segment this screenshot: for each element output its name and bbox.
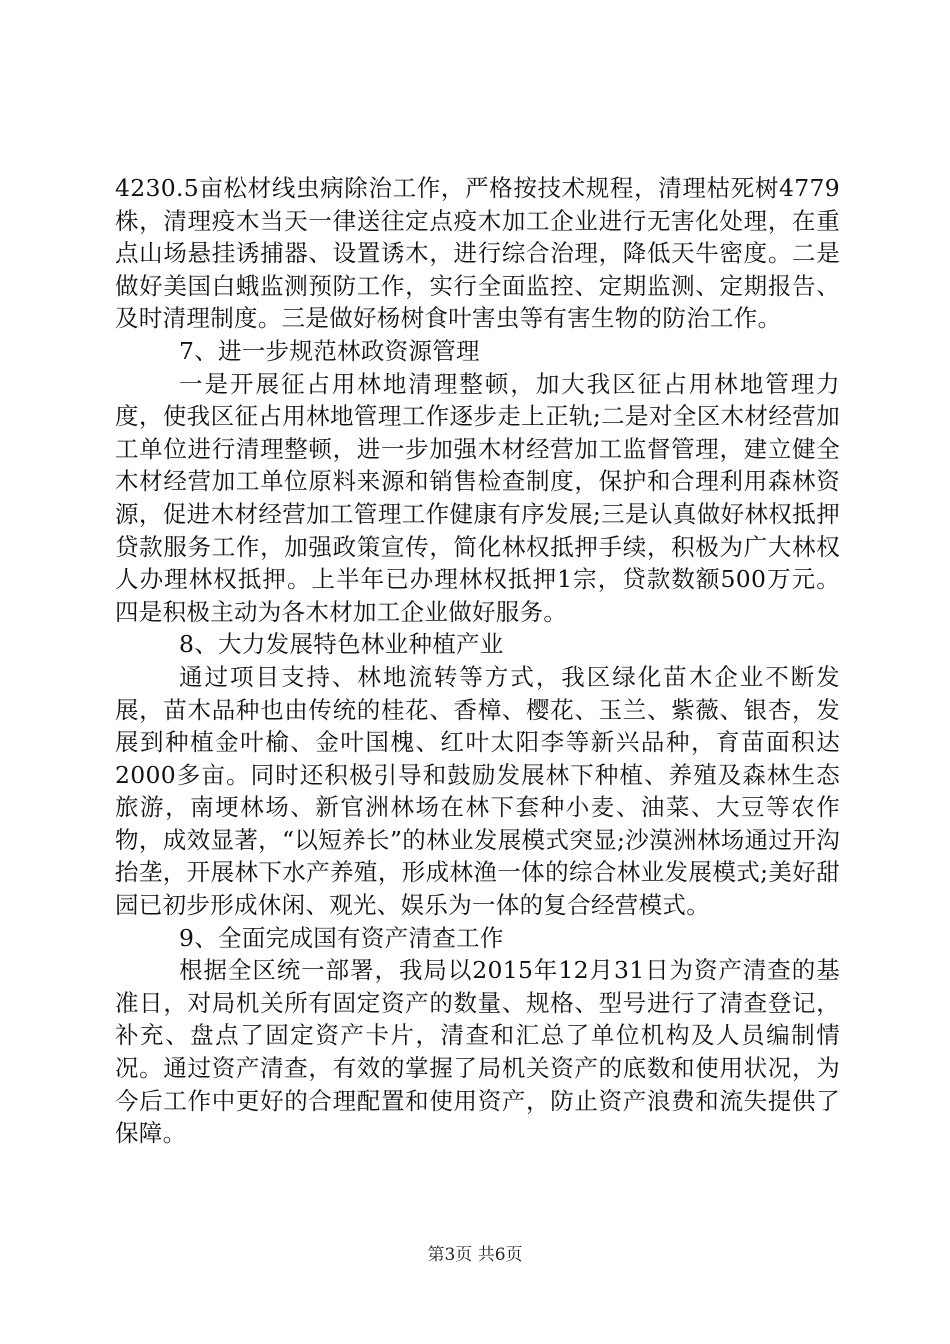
section-heading-9: 9、全面完成国有资产清查工作 [179,923,504,952]
paragraph-forestry-planting: 通过项目支持、林地流转等方式，我区绿化苗木企业不断发展，苗木品种也由传统的桂花、香樟、樱花、玉兰、紫薇、银杏，发展到种植金叶榆、金叶国槐、红叶太阳李等新兴品种，育苗面积达2000多亩。同时还积极引导和鼓励发展林下种植、养殖及森林生态旅游，南埂林场、新官洲林场在林下套种小麦、油菜、大豆等农作物，成效显著，“以短养长”的林业发展模式突显;沙漠洲林场通过开沟抬垄，开展林下水产养殖，形成林渔一体的综合林业发展模式;美好甜园已初步形成休闲、观光、娱乐为一体的复合经营模式。 [115,662,840,920]
section-heading-8: 8、大力发展特色林业种植产业 [179,630,504,659]
paragraph-forest-resource-management: 一是开展征占用林地清理整顿，加大我区征占用林地管理力度，使我区征占用林地管理工作逐步走上正轨;二是对全区木材经营加工单位进行清理整顿，进一步加强木材经营加工监督管理，建立健全木材经营加工单位原料来源和销售检查制度，保护和合理利用森林资源，促进木材经营加工管理工作健康有序发展;三是认真做好林权抵押贷款服务工作，加强政策宣传，简化林权抵押手续，积极为广大林权人办理林权抵押。上半年已办理林权抵押1宗，贷款数额500万元。四是积极主动为各木材加工企业做好服务。 [115,369,840,626]
section-heading-7: 7、进一步规范林政资源管理 [179,336,480,365]
paragraph-asset-inventory: 根据全区统一部署，我局以2015年12月31日为资产清查的基准日，对局机关所有固定资产的数量、规格、型号进行了清查登记，补充、盘点了固定资产卡片，清查和汇总了单位机构及人员编制情况。通过资产清查，有效的掌握了局机关资产的底数和使用状况，为今后工作中更好的合理配置和使用资产，防止资产浪费和流失提供了保障。 [115,956,840,1148]
document-body [115,172,840,1150]
page-footer: 第3页 共6页 [427,1245,523,1265]
paragraph-pest-control: 4230.5亩松材线虫病除治工作，严格按技术规程，清理枯死树4779株，清理疫木当天一律送往定点疫木加工企业进行无害化处理，在重点山场悬挂诱捕器、设置诱木，进行综合治理，降低天牛密度。二是做好美国白蛾监测预防工作，实行全面监控、定期监测、定期报告、及时清理制度。三是做好杨树食叶害虫等有害生物的防治工作。 [115,174,840,333]
